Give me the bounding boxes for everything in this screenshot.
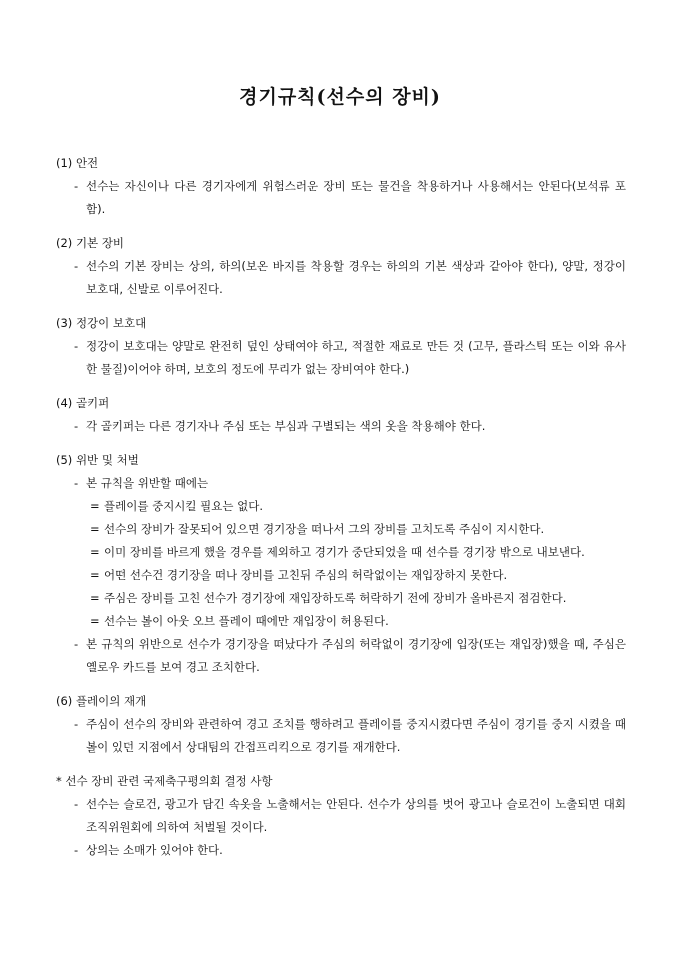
item-text: 각 골키퍼는 다른 경기자나 주심 또는 부심과 구별되는 색의 옷을 착용해야 한다.	[86, 419, 486, 433]
section-5	[56, 449, 626, 679]
item-text: 선수는 슬로건, 광고가 담긴 속옷을 노출해서는 안된다. 선수가 상의를 벗어 광고나 슬로건이 노출되면 대회 조직위원회에 의하여 처벌될 것이다.	[86, 797, 626, 834]
list-item	[56, 839, 626, 862]
sub-list-item	[56, 518, 626, 541]
list-item	[56, 335, 626, 381]
item-text: 본 규칙을 위반할 때에는	[86, 476, 209, 490]
dash-bullet: -	[74, 419, 79, 433]
item-text: 정강이 보호대는 양말로 완전히 덮인 상태여야 하고, 적절한 재료로 만든 것 (고무, 플라스틱 또는 이와 유사한 물질)이어야 하며, 보호의 정도에 무리가 없는 장비여야 한다.)	[86, 339, 626, 376]
section-heading: (6) 플레이의 재개	[56, 694, 147, 708]
item-text: 선수의 장비가 잘못되어 있으면 경기장을 떠나서 그의 장비를 고치도록 주심이 지시한다.	[104, 522, 545, 536]
item-text: 어떤 선수건 경기장을 떠나 장비를 고친뒤 주심의 허락없이는 재입장하지 못한다.	[104, 568, 508, 582]
item-text: 주심이 선수의 장비와 관련하여 경고 조치를 행하려고 플레이를 중지시켰다면 주심이 경기를 중지 시켰을 때 볼이 있던 지점에서 상대팀의 간접프리킥으로 경기를 재개한다.	[86, 717, 626, 754]
item-text: 주심은 장비를 고친 선수가 경기장에 재입장하도록 허락하기 전에 장비가 올바른지 점검한다.	[104, 591, 567, 605]
list-item	[56, 793, 626, 839]
equals-bullet: =	[90, 614, 100, 628]
item-text: 플레이를 중지시킬 필요는 없다.	[104, 499, 264, 513]
equals-bullet: =	[90, 522, 100, 536]
section-heading: (2) 기본 장비	[56, 236, 125, 250]
list-item	[56, 175, 626, 221]
list-item	[56, 633, 626, 679]
item-text: 이미 장비를 바르게 했을 경우를 제외하고 경기가 중단되었을 때 선수를 경기장 밖으로 내보낸다.	[104, 545, 585, 559]
item-text: 상의는 소매가 있어야 한다.	[86, 843, 223, 857]
sub-list-item	[56, 610, 626, 633]
section-heading: (4) 골키퍼	[56, 396, 110, 410]
dash-bullet: -	[74, 637, 79, 651]
list-item	[56, 415, 626, 438]
sub-list-item	[56, 587, 626, 610]
dash-bullet: -	[74, 717, 79, 731]
sub-list-item	[56, 564, 626, 587]
section-2	[56, 232, 626, 301]
section-heading: (1) 안전	[56, 156, 99, 170]
list-item	[56, 255, 626, 301]
section-heading: (3) 정강이 보호대	[56, 316, 147, 330]
section-4	[56, 392, 626, 438]
dash-bullet: -	[74, 259, 79, 273]
dash-bullet: -	[74, 339, 79, 353]
sub-list-item	[56, 541, 626, 564]
document-body	[56, 152, 626, 873]
list-item	[56, 472, 626, 495]
item-text: 본 규칙의 위반으로 선수가 경기장을 떠났다가 주심의 허락없이 경기장에 입장(또는 재입장)했을 때, 주심은 옐로우 카드를 보여 경고 조치한다.	[86, 637, 626, 674]
dash-bullet: -	[74, 797, 79, 811]
sub-list-item	[56, 495, 626, 518]
section-3	[56, 312, 626, 381]
dash-bullet: -	[74, 179, 79, 193]
list-item	[56, 713, 626, 759]
equals-bullet: =	[90, 568, 100, 582]
equals-bullet: =	[90, 545, 100, 559]
dash-bullet: -	[74, 843, 79, 857]
section-1	[56, 152, 626, 221]
item-text: 선수는 볼이 아웃 오브 플레이 때에만 재입장이 허용된다.	[104, 614, 389, 628]
item-text: 선수는 자신이나 다른 경기자에게 위험스러운 장비 또는 물건을 착용하거나 사용해서는 안된다(보석류 포함).	[86, 179, 626, 216]
document-title: 경기규칙(선수의 장비)	[239, 86, 441, 108]
section-7	[56, 770, 626, 862]
dash-bullet: -	[74, 476, 79, 490]
section-heading: * 선수 장비 관련 국제축구평의회 결정 사항	[56, 774, 273, 788]
section-6	[56, 690, 626, 759]
section-heading: (5) 위반 및 처벌	[56, 453, 139, 467]
item-text: 선수의 기본 장비는 상의, 하의(보온 바지를 착용할 경우는 하의의 기본 색상과 같아야 한다), 양말, 정강이 보호대, 신발로 이루어진다.	[86, 259, 626, 296]
equals-bullet: =	[90, 591, 100, 605]
equals-bullet: =	[90, 499, 100, 513]
